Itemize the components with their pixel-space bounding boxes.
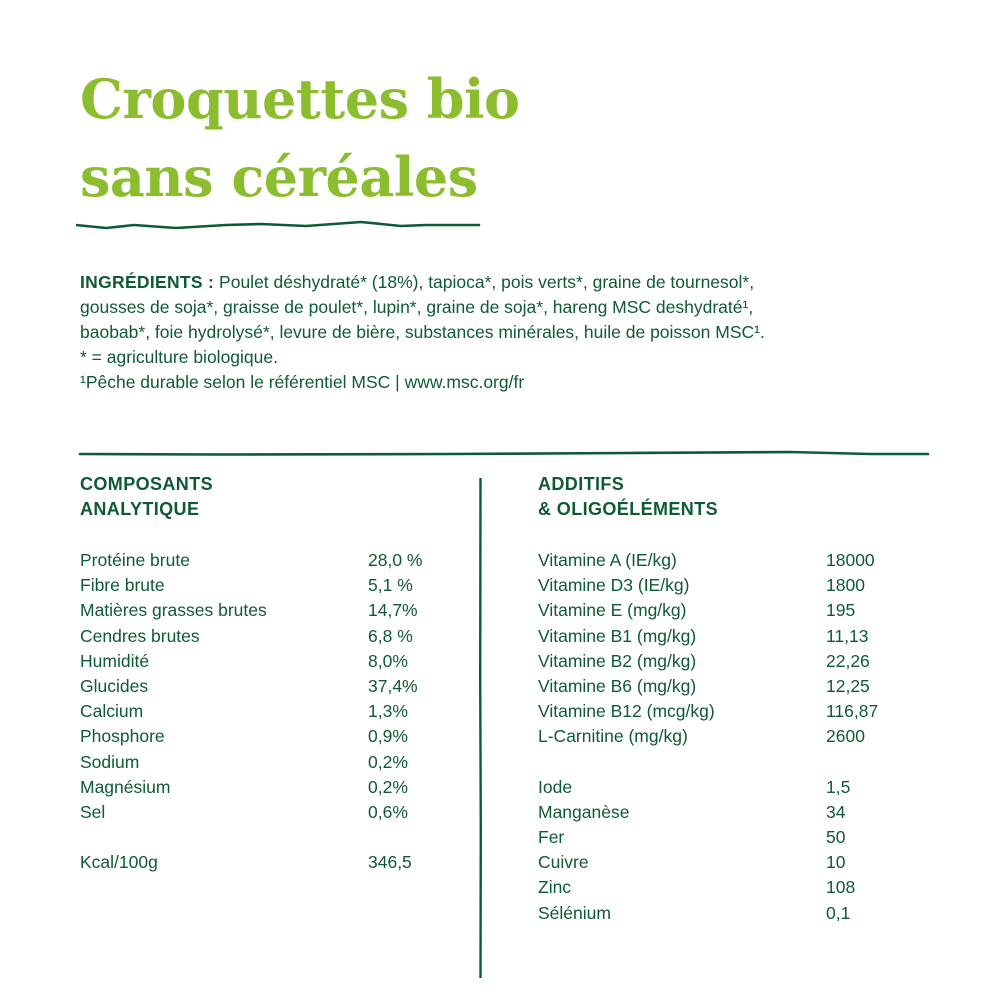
row-label: Fer [538, 827, 565, 848]
row-value: 34 [826, 801, 846, 822]
spacer [80, 825, 460, 850]
row-label: Protéine brute [80, 550, 190, 570]
row-value: 0,9% [368, 726, 408, 747]
row-value: 1,5 [826, 776, 851, 797]
row-label: Humidité [80, 650, 150, 671]
energy-value: 346,5 [368, 852, 412, 873]
row-value: 22,26 [826, 650, 870, 671]
row-value: 12,25 [826, 675, 870, 696]
row-label: Glucides [80, 675, 149, 696]
table-row [538, 573, 938, 598]
row-label: Manganèse [538, 801, 630, 822]
additives-heading-line-2: & OLIGOÉLÉMENTS [538, 499, 719, 519]
table-row [538, 875, 938, 900]
row-label: Magnésium [80, 776, 171, 797]
row-label: Vitamine B12 (mcg/kg) [538, 701, 715, 722]
row-value: 18000 [826, 550, 875, 570]
row-value: 0,2% [368, 751, 408, 772]
table-row [538, 775, 938, 800]
table-row [538, 699, 938, 724]
row-value: 50 [826, 827, 846, 848]
row-label: Vitamine B1 (mg/kg) [538, 625, 697, 646]
row-label: L-Carnitine (mg/kg) [538, 726, 688, 747]
organic-note: * = agriculture biologique. [80, 347, 278, 367]
analytical-table [80, 548, 460, 875]
table-row [80, 699, 460, 724]
row-value: 116,87 [826, 701, 879, 722]
title-line-1: Croquettes bio [80, 67, 520, 131]
row-value: 195 [826, 600, 856, 621]
row-label: Sel [80, 801, 106, 822]
row-value: 2600 [826, 726, 865, 747]
table-row [80, 573, 460, 598]
product-title [80, 60, 520, 216]
row-value: 0,6% [368, 801, 408, 822]
table-row [538, 724, 938, 749]
row-label: Zinc [538, 877, 572, 898]
msc-note: ¹Pêche durable selon le référentiel MSC | www.msc.org/fr [80, 372, 525, 392]
spacer [538, 750, 938, 775]
table-row [80, 800, 460, 825]
analytical-heading-line-2: ANALYTIQUE [80, 499, 200, 519]
row-value: 37,4% [368, 675, 418, 696]
row-value: 28,0 % [368, 550, 423, 570]
row-label: Cuivre [538, 852, 589, 873]
wavy-divider-middle [70, 443, 930, 463]
energy-row [80, 850, 460, 875]
table-row [538, 850, 938, 875]
table-row [80, 649, 460, 674]
ingredients-text-1: Poulet déshydraté* (18%), tapioca*, pois verts*, graine de tournesol*, [214, 272, 755, 292]
table-row [538, 598, 938, 623]
table-row [538, 548, 938, 573]
row-value: 0,1 [826, 902, 851, 923]
analytical-heading-line-1: COMPOSANTS [80, 474, 214, 494]
additives-heading [538, 472, 938, 548]
row-label: Vitamine D3 (IE/kg) [538, 575, 690, 596]
table-row [538, 901, 938, 926]
wavy-divider-top [76, 210, 482, 240]
row-label: Calcium [80, 701, 144, 722]
row-value: 0,2% [368, 776, 408, 797]
column-divider [479, 478, 482, 978]
row-label: Fibre brute [80, 575, 165, 596]
row-value: 1,3% [368, 701, 408, 722]
title-line-2: sans céréales [80, 145, 478, 209]
row-label: Vitamine E (mg/kg) [538, 600, 687, 621]
table-row [80, 750, 460, 775]
ingredients-label: INGRÉDIENTS : [80, 272, 215, 292]
table-row [80, 674, 460, 699]
table-row [538, 649, 938, 674]
table-row [538, 825, 938, 850]
row-label: Cendres brutes [80, 625, 200, 646]
ingredients-line-2: gousses de soja*, graisse de poulet*, lupin*, graine de soja*, hareng MSC deshydraté¹, [80, 297, 754, 317]
row-value: 10 [826, 852, 846, 873]
table-row [80, 548, 460, 573]
row-label: Phosphore [80, 726, 165, 747]
row-label: Sodium [80, 751, 140, 772]
analytical-heading [80, 472, 460, 548]
table-row [538, 624, 938, 649]
row-label: Sélénium [538, 902, 611, 923]
additives-section [538, 472, 938, 926]
ingredients-line-3: baobab*, foie hydrolysé*, levure de bière, substances minérales, huile de poisson MSC¹. [80, 322, 765, 342]
row-label: Matières grasses brutes [80, 600, 267, 621]
table-row [80, 775, 460, 800]
energy-label: Kcal/100g [80, 852, 158, 873]
ingredients-block [80, 270, 940, 395]
table-row [538, 800, 938, 825]
row-label: Vitamine A (IE/kg) [538, 550, 677, 570]
table-row [538, 674, 938, 699]
row-label: Vitamine B6 (mg/kg) [538, 675, 697, 696]
row-label: Vitamine B2 (mg/kg) [538, 650, 697, 671]
additives-table [538, 548, 938, 926]
row-value: 14,7% [368, 600, 418, 621]
analytical-components-section [80, 472, 460, 875]
table-row [80, 724, 460, 749]
row-value: 11,13 [826, 625, 869, 646]
additives-heading-line-1: ADDITIFS [538, 474, 625, 494]
ingredients-line-1 [80, 270, 940, 295]
row-value: 6,8 % [368, 625, 413, 646]
row-label: Iode [538, 776, 573, 797]
table-row [80, 624, 460, 649]
table-row [80, 598, 460, 623]
row-value: 108 [826, 877, 856, 898]
row-value: 1800 [826, 575, 865, 596]
row-value: 8,0% [368, 650, 408, 671]
row-value: 5,1 % [368, 575, 413, 596]
